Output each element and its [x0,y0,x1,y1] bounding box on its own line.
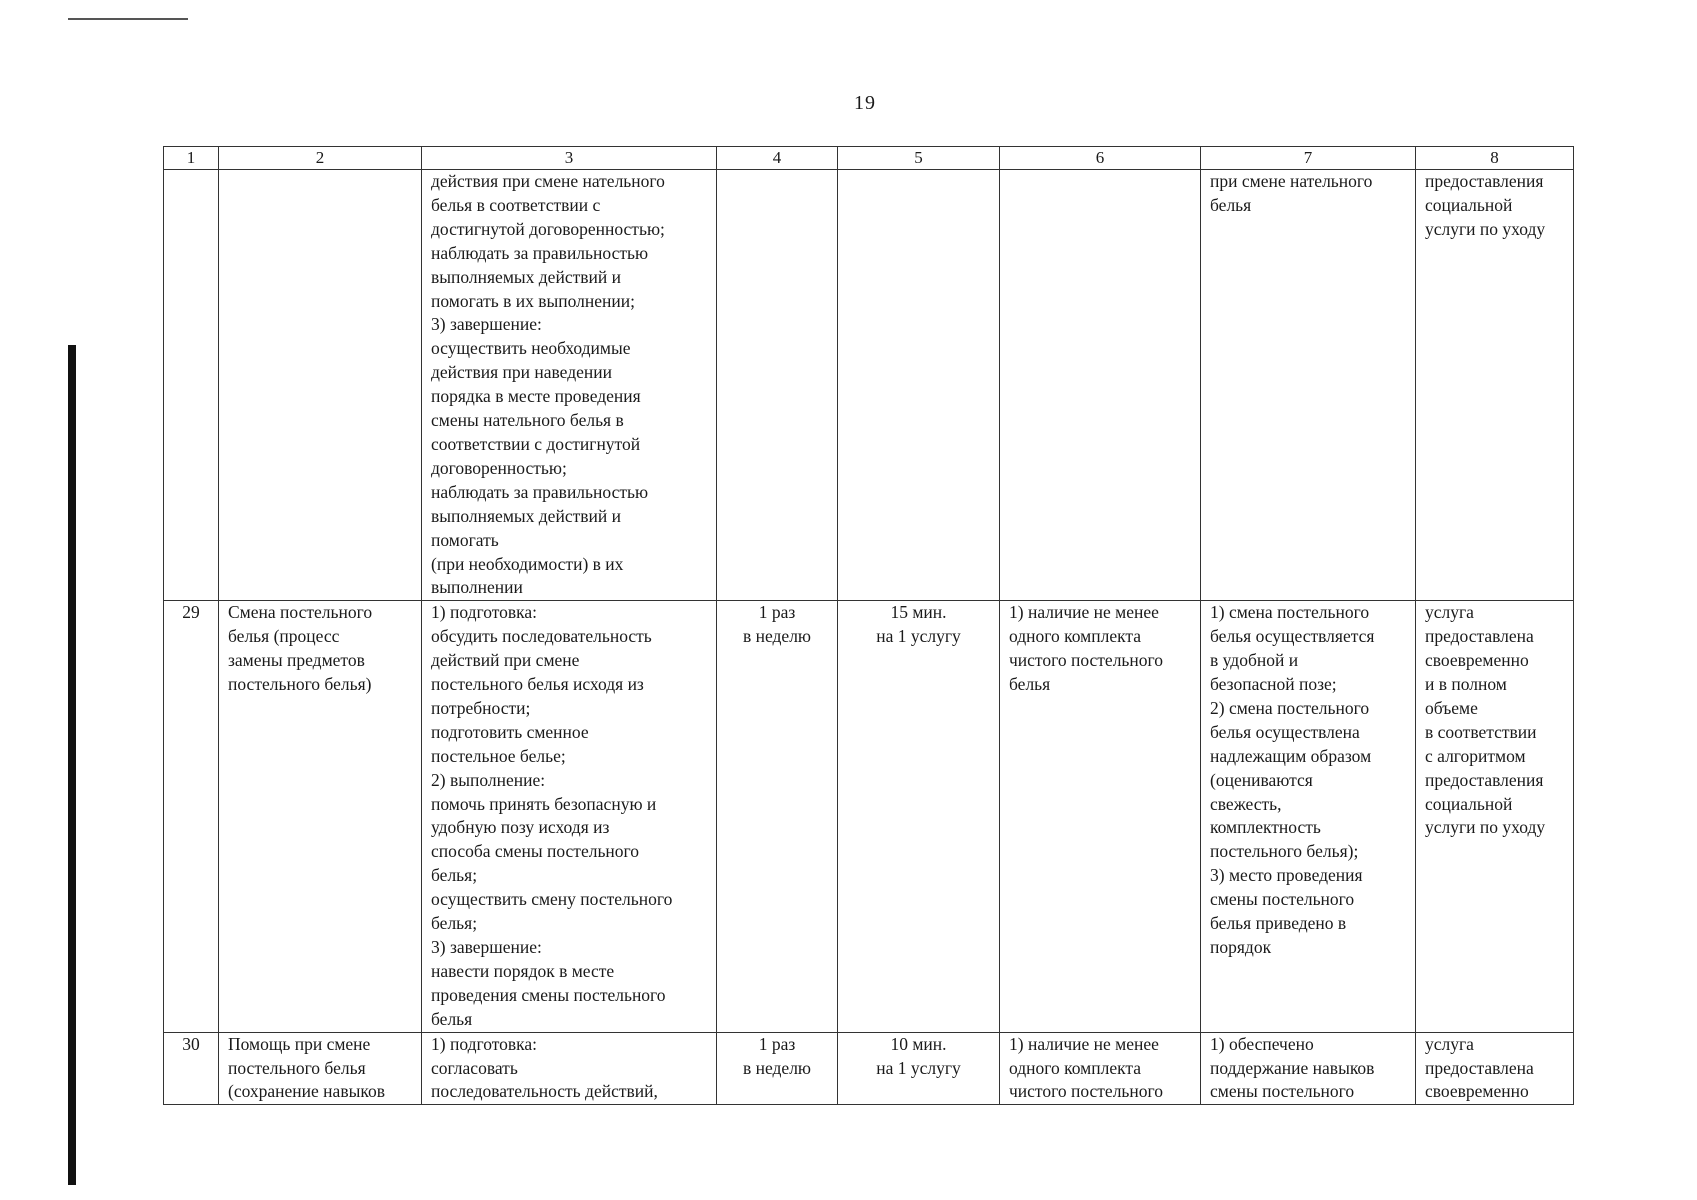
service-quality: 1) смена постельного белья осуществляется в удобной и безопасной позе; 2) смена постельного белья осуществлена надлежащим образом (оцениваются свежесть, комплектность постельного белья); 3) место проведения смены постельного белья приведено в порядок [1201,601,1416,1032]
service-result: предоставления социальной услуги по уходу [1416,170,1574,601]
page-number: 19 [854,92,876,114]
header-col-8: 8 [1416,147,1574,170]
service-result: услуга предоставлена своевременно [1416,1032,1574,1105]
services-table [163,146,1574,1105]
service-procedure: 1) подготовка: обсудить последовательность действий при смене постельного белья исходя из потребности; подготовить сменное постельное белье; 2) выполнение: помочь принять безопасную и удобную позу исходя из способа смены постельного белья; осуществить смену постельного белья; 3) завершение: навести порядок в месте проведения смены постельного белья [422,601,717,1032]
table-row-29 [164,601,1574,1032]
header-col-2: 2 [219,147,422,170]
service-name: Смена постельного белья (процесс замены предметов постельного белья) [219,601,422,1032]
row-number [164,170,219,601]
scan-artifact-left [68,345,76,1185]
service-quality: 1) обеспечено поддержание навыков смены постельного [1201,1032,1416,1105]
service-frequency [717,170,838,601]
header-row [164,147,1574,170]
service-name [219,170,422,601]
service-frequency: 1 раз в неделю [717,1032,838,1105]
service-time: 15 мин. на 1 услугу [838,601,1000,1032]
service-procedure: 1) подготовка: согласовать последовательность действий, [422,1032,717,1105]
header-col-5: 5 [838,147,1000,170]
row-number: 30 [164,1032,219,1105]
service-name: Помощь при смене постельного белья (сохранение навыков [219,1032,422,1105]
service-time [838,170,1000,601]
service-conditions [1000,170,1201,601]
scan-artifact-top [68,18,188,20]
service-procedure: действия при смене нательного белья в соответствии с достигнутой договоренностью; наблюдать за правильностью выполняемых действий и помогать в их выполнении; 3) завершение: осуществить необходимые действия при наведении порядка в месте проведения смены нательного белья в соответствии с достигнутой договоренностью; наблюдать за правильностью выполняемых действий и помогать (при необходимости) в их выполнении [422,170,717,601]
table-row-continuation [164,170,1574,601]
table-row-30 [164,1032,1574,1105]
header-col-3: 3 [422,147,717,170]
service-quality: при смене нательного белья [1201,170,1416,601]
row-number: 29 [164,601,219,1032]
header-col-7: 7 [1201,147,1416,170]
service-frequency: 1 раз в неделю [717,601,838,1032]
service-conditions: 1) наличие не менее одного комплекта чистого постельного белья [1000,601,1201,1032]
service-time: 10 мин. на 1 услугу [838,1032,1000,1105]
service-conditions: 1) наличие не менее одного комплекта чистого постельного [1000,1032,1201,1105]
header-col-4: 4 [717,147,838,170]
header-col-6: 6 [1000,147,1201,170]
header-col-1: 1 [164,147,219,170]
service-result: услуга предоставлена своевременно и в полном объеме в соответствии с алгоритмом предоставления социальной услуги по уходу [1416,601,1574,1032]
